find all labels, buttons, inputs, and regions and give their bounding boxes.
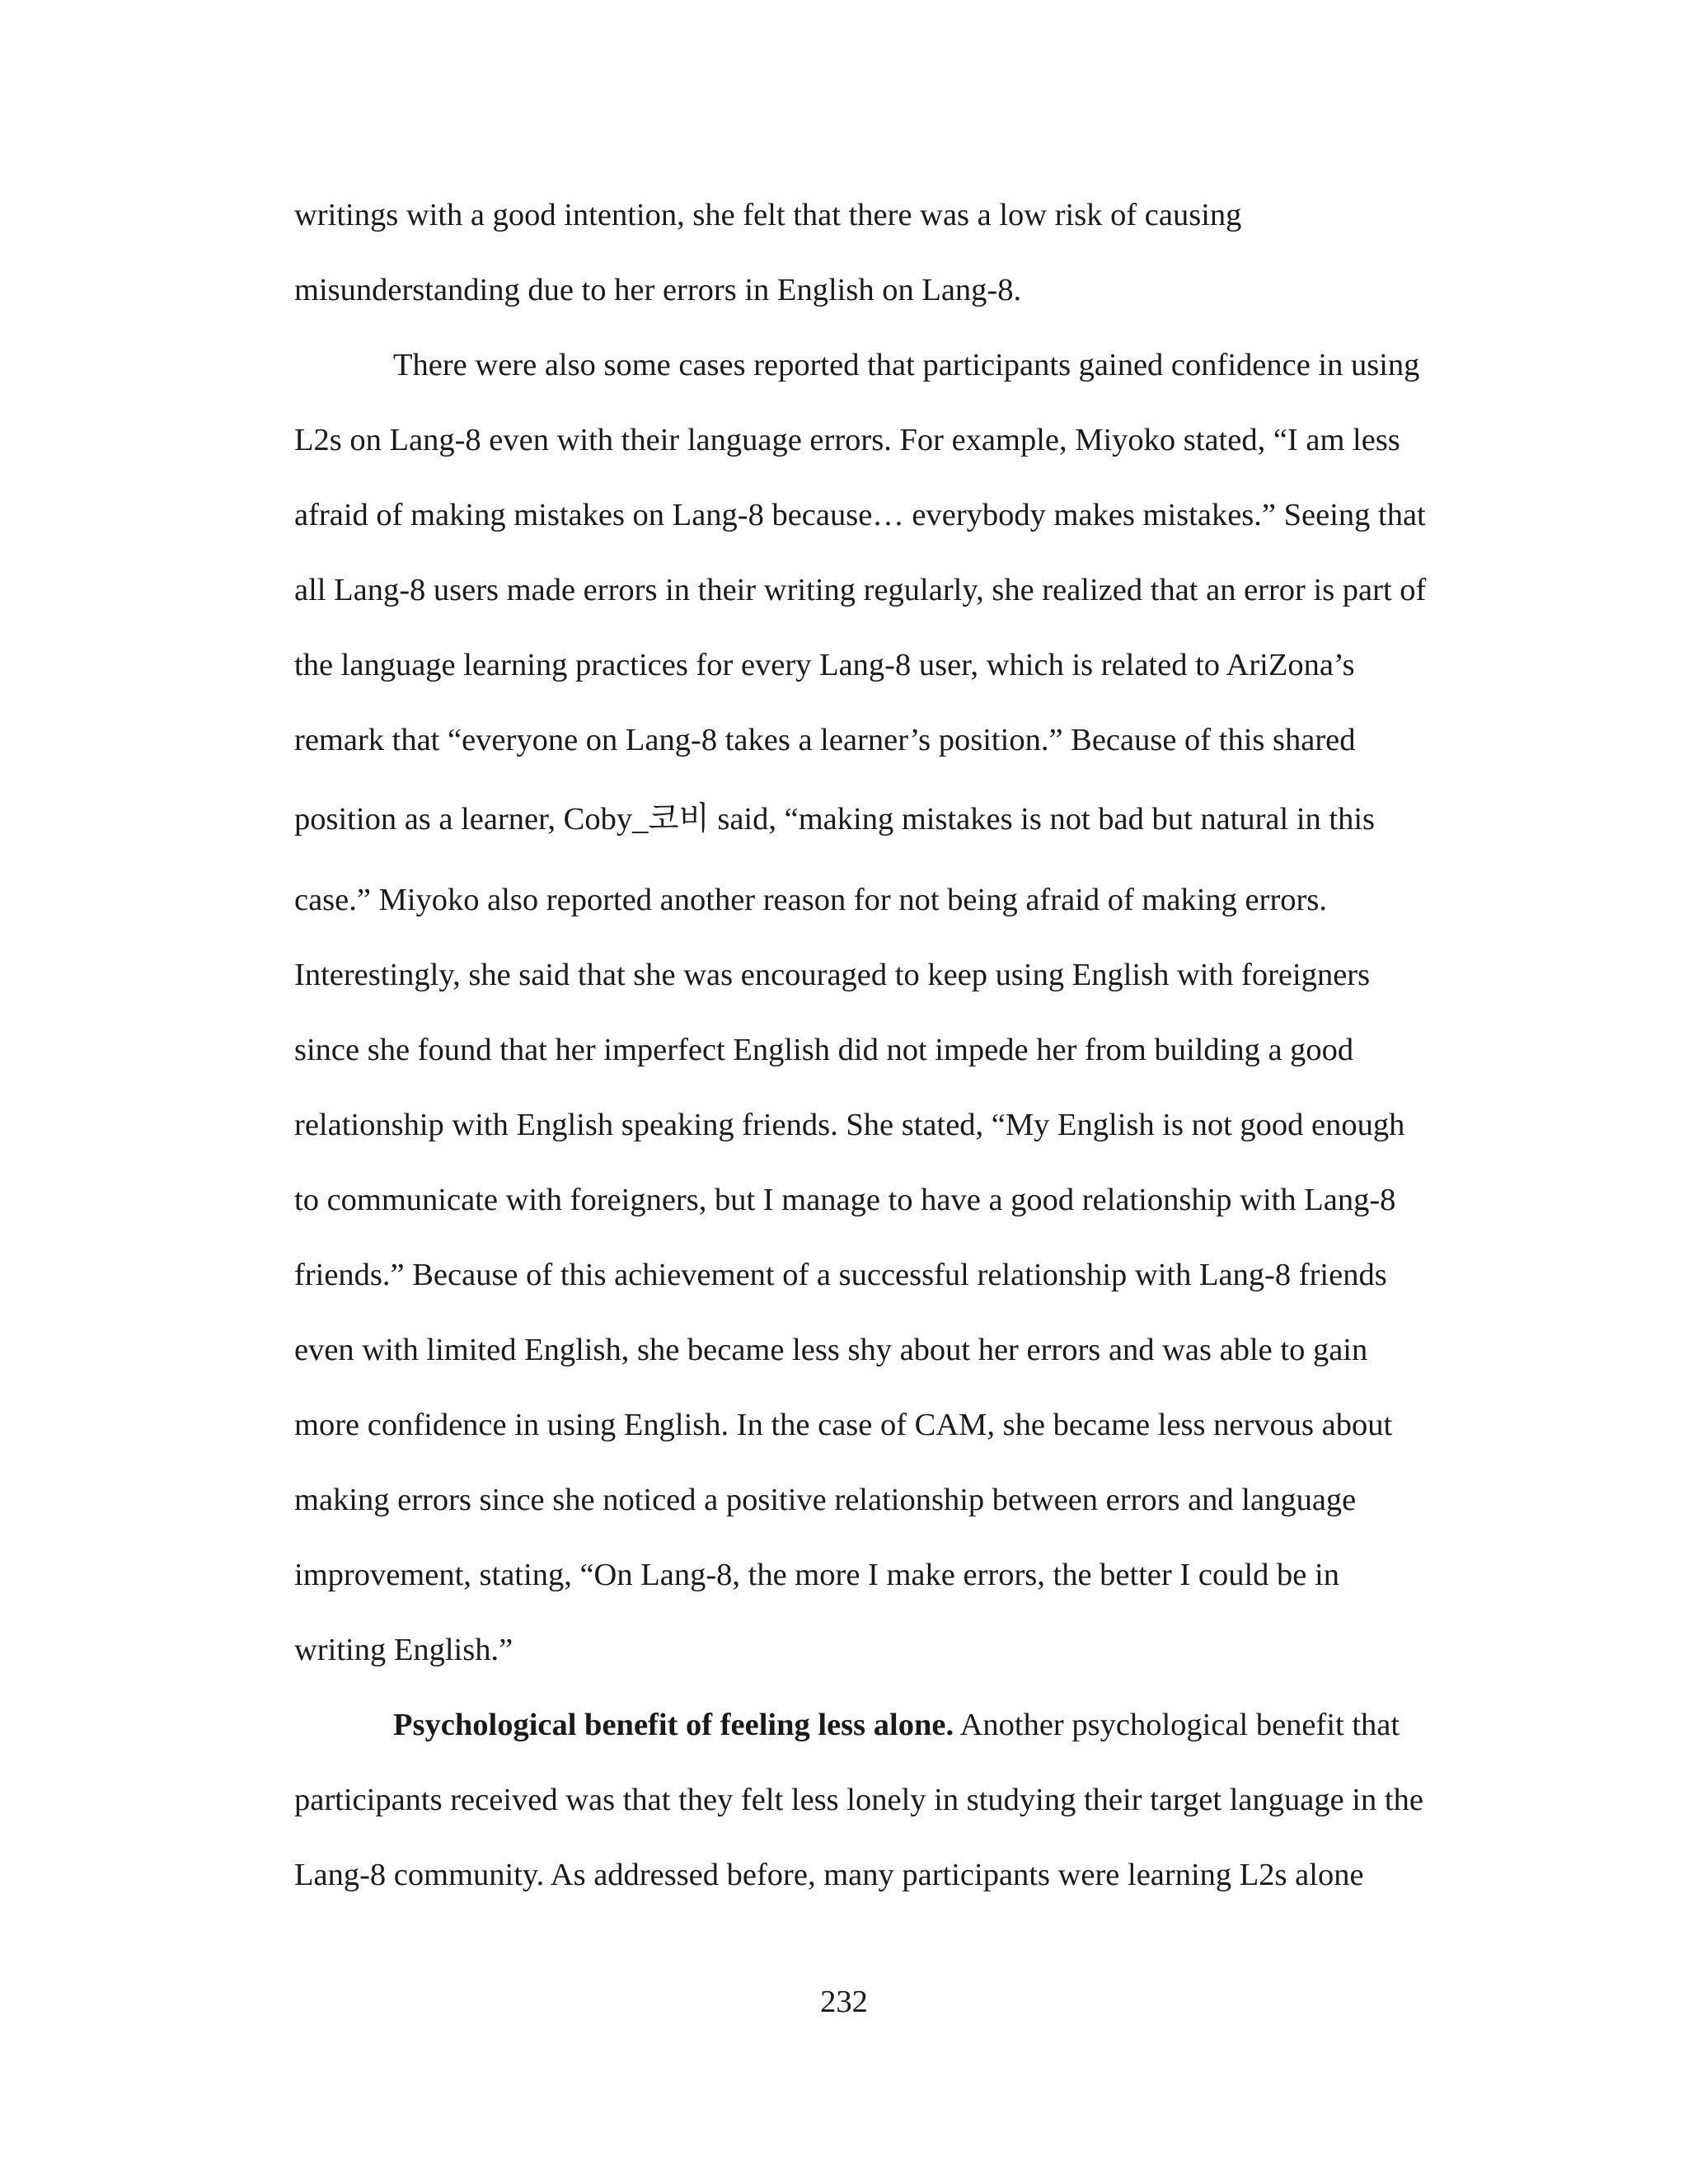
body-text-line: making errors since she noticed a positive relationship between errors and language <box>294 1483 1357 1517</box>
body-text-line: since she found that her imperfect English did not impede her from building a good <box>294 1033 1354 1067</box>
body-text-line: more confidence in using English. In the case of CAM, she became less nervous about <box>294 1408 1393 1442</box>
body-text-line: misunderstanding due to her errors in English on Lang-8. <box>294 273 1022 307</box>
body-text-line: even with limited English, she became less shy about her errors and was able to gain <box>294 1333 1368 1367</box>
body-text-line: relationship with English speaking friends. She stated, “My English is not good enough <box>294 1108 1405 1142</box>
body-text-line: remark that “everyone on Lang-8 takes a learner’s position.” Because of this shared <box>294 723 1356 757</box>
body-text-line: Lang-8 community. As addressed before, many participants were learning L2s alone <box>294 1858 1364 1892</box>
section-heading-line <box>393 1709 1400 1741</box>
body-text-line: improvement, stating, “On Lang-8, the more I make errors, the better I could be in <box>294 1558 1339 1592</box>
body-text-line: L2s on Lang-8 even with their language errors. For example, Miyoko stated, “I am less <box>294 423 1400 457</box>
body-text-line: Interestingly, she said that she was encouraged to keep using English with foreigners <box>294 958 1371 992</box>
body-text-line: position as a learner, Coby_코비 said, “making mistakes is not bad but natural in this <box>294 802 1376 837</box>
section-heading: Psychological benefit of feeling less alone. <box>393 1708 954 1742</box>
body-text-line: friends.” Because of this achievement of a successful relationship with Lang-8 friends <box>294 1258 1387 1292</box>
body-text-line: participants received was that they felt less lonely in studying their target language in the <box>294 1783 1423 1817</box>
body-text-line: writings with a good intention, she felt that there was a low risk of causing <box>294 198 1242 232</box>
body-text-line: all Lang-8 users made errors in their writing regularly, she realized that an error is part of <box>294 573 1427 607</box>
body-text-line: the language learning practices for every Lang-8 user, which is related to AriZona’s <box>294 648 1355 682</box>
page-number: 232 <box>820 1985 868 2019</box>
body-text-line: to communicate with foreigners, but I manage to have a good relationship with Lang-8 <box>294 1183 1396 1217</box>
body-text-line: case.” Miyoko also reported another reason for not being afraid of making errors. <box>294 883 1327 917</box>
section-heading-continuation: Another psychological benefit that <box>954 1708 1400 1742</box>
paragraph-first-line: There were also some cases reported that participants gained confidence in using <box>393 348 1420 382</box>
body-text-line: writing English.” <box>294 1633 513 1667</box>
body-text-line: afraid of making mistakes on Lang-8 because… everybody makes mistakes.” Seeing that <box>294 498 1426 532</box>
